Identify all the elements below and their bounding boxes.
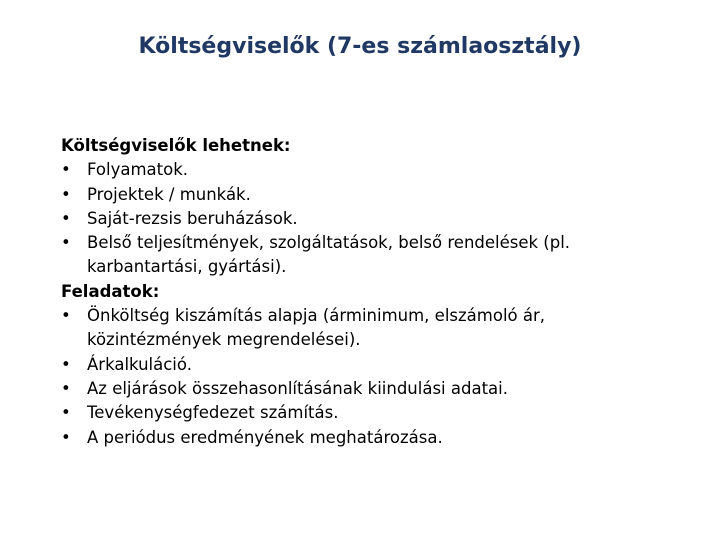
list-item-text: Saját-rezsis beruházások.	[87, 208, 298, 228]
list-item	[61, 377, 681, 401]
bullet-icon: •	[61, 306, 71, 326]
list-item-text: Tevékenységfedezet számítás.	[87, 403, 339, 423]
list-item-text: Árkalkuláció.	[87, 354, 192, 374]
list-item	[61, 304, 681, 353]
tasks-list	[61, 304, 681, 450]
bullet-icon: •	[61, 208, 71, 228]
list-item-text: Az eljárások összehasonlításának kiindulási adatai.	[87, 378, 508, 398]
section-heading-cost-objects: Költségviselők lehetnek:	[61, 136, 291, 155]
section-heading-tasks: Feladatok:	[61, 281, 160, 301]
list-item	[61, 401, 681, 425]
list-item-text: Folyamatok.	[87, 160, 189, 180]
slide-title: Költségviselők (7-es számlaosztály)	[138, 34, 582, 59]
bullet-icon: •	[61, 378, 71, 398]
bullet-icon: •	[61, 233, 71, 253]
list-item	[61, 426, 681, 450]
bullet-icon: •	[61, 403, 71, 423]
list-item	[61, 158, 681, 182]
list-item	[61, 231, 681, 280]
list-item-text: Önköltség kiszámítás alapja (árminimum, elszámoló ár, közintézmények megrendelései).	[87, 306, 546, 350]
bullet-icon: •	[61, 160, 71, 180]
list-item-text: Projektek / munkák.	[87, 184, 251, 204]
bullet-icon: •	[61, 427, 71, 447]
list-item-text: Belső teljesítmények, szolgáltatások, belső rendelések (pl. karbantartási, gyártási).	[87, 233, 571, 277]
list-item	[61, 207, 681, 231]
cost-objects-list	[61, 158, 681, 279]
bullet-icon: •	[61, 184, 71, 204]
slide-body	[61, 134, 681, 450]
list-item	[61, 353, 681, 377]
list-item-text: A periódus eredményének meghatározása.	[87, 427, 443, 447]
bullet-icon: •	[61, 354, 71, 374]
list-item	[61, 183, 681, 207]
